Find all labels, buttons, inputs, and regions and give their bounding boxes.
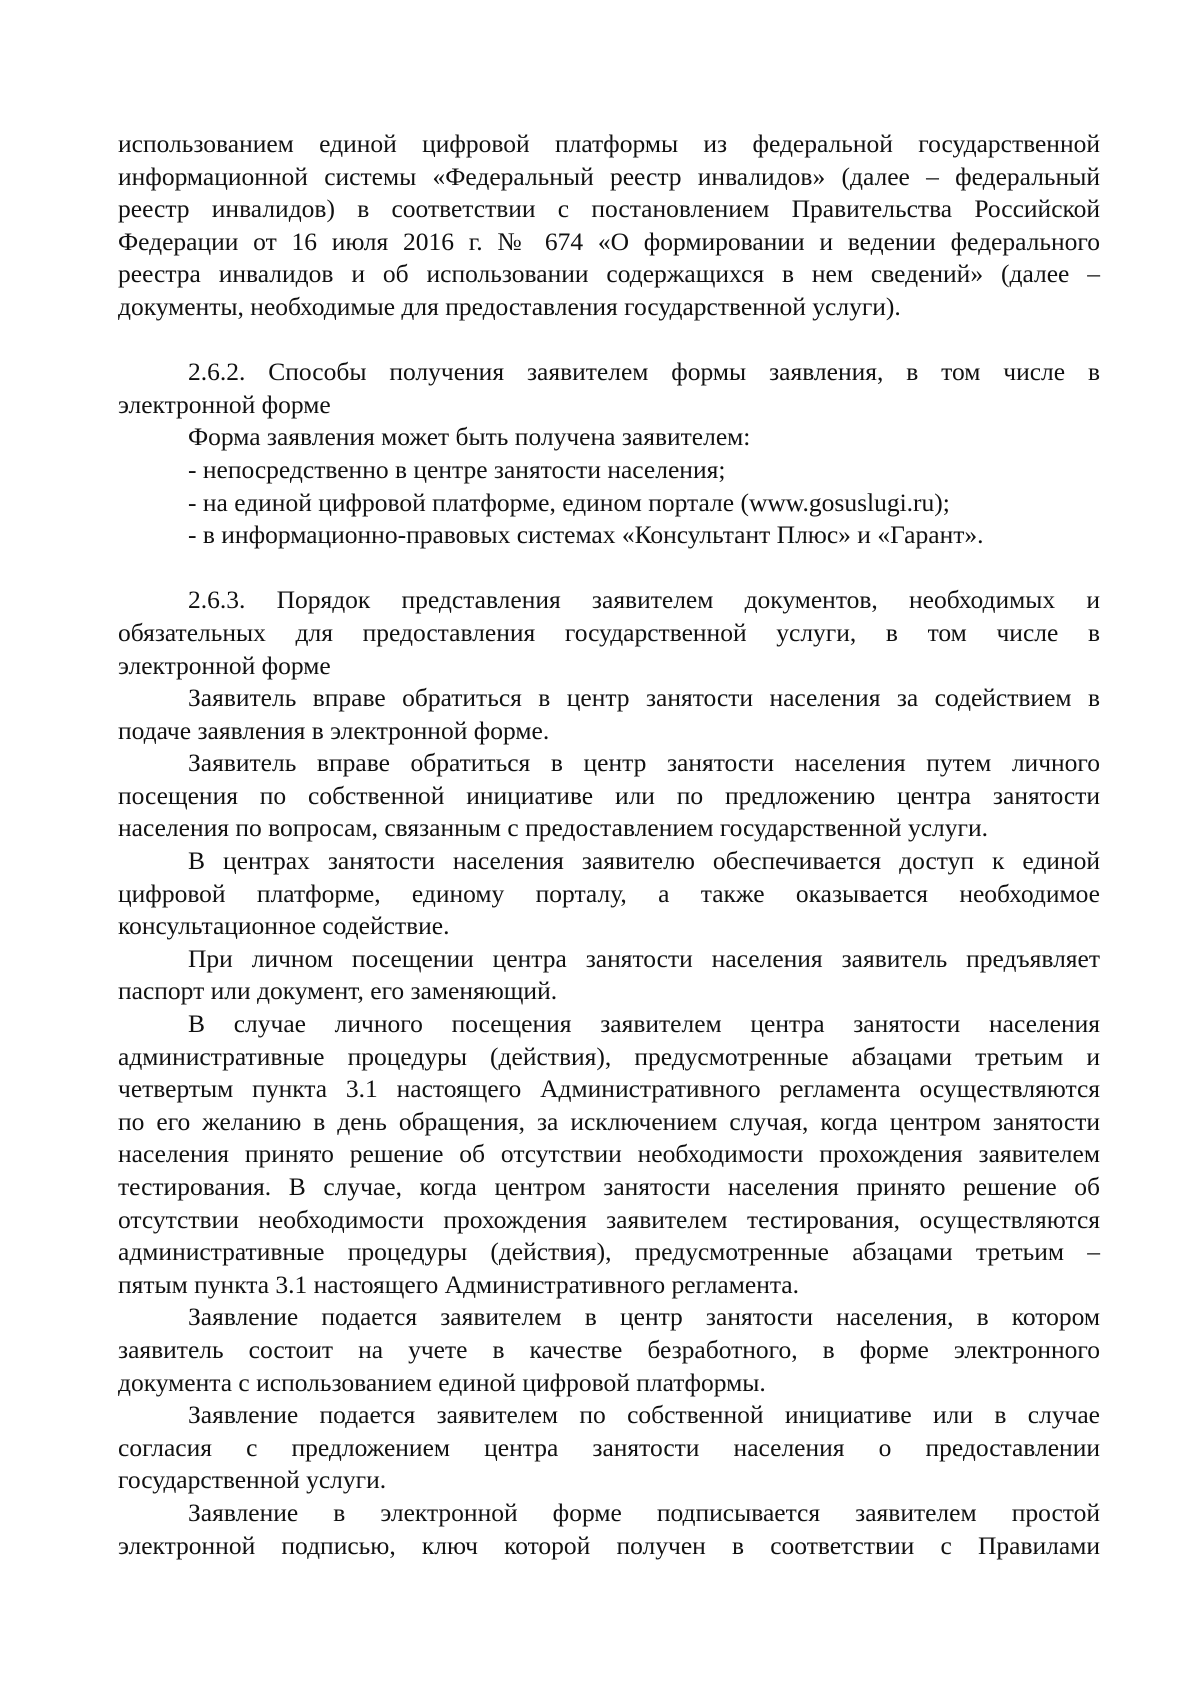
text-line: В случае личного посещения заявителем центра занятости населения [188,1009,1100,1039]
text-line: паспорт или документ, его заменяющий. [118,976,558,1006]
text-line: согласия с предложением центра занятости населения о предоставлении [118,1432,1100,1462]
list-item-line: - непосредственно в центре занятости населения; [188,454,726,484]
text-line: посещения по собственной инициативе или по предложению центра занятости [118,780,1100,810]
text-line: тестирования. В случае, когда центром занятости населения принято решение об [118,1172,1100,1201]
text-line: Заявление подается заявителем в центр занятости населения, в котором [188,1302,1100,1332]
text-line: документы, необходимые для предоставления государственной услуги). [118,291,901,321]
text-line: Заявление подается заявителем по собственной инициативе или в случае [188,1400,1100,1430]
text-line: При личном посещении центра занятости населения заявитель предъявляет [188,943,1100,973]
text-line: государственной услуги. [118,1465,387,1495]
text-line: административные процедуры (действия), предусмотренные абзацами третьим и [118,1041,1100,1071]
text-line: административные процедуры (действия), предусмотренные абзацами третьим – [118,1237,1100,1267]
text-line: цифровой платформе, единому порталу, а также оказывается необходимое [118,878,1100,908]
text-line: реестра инвалидов и об использовании содержащихся в нем сведений» (далее – [118,259,1100,289]
section-heading-line: обязательных для предоставления государственной услуги, в том числе в [118,617,1100,647]
section-heading-line: электронной форме [118,389,331,419]
list-item-line: - на единой цифровой платформе, едином портале (www.gosuslugi.ru); [188,487,950,517]
text-line: Заявитель вправе обратиться в центр занятости населения за содействием в [188,683,1100,713]
text-line: консультационное содействие. [118,911,450,941]
text-line: документа с использованием единой цифровой платформы. [118,1367,766,1397]
section-heading-line: 2.6.3. Порядок представления заявителем документов, необходимых и [188,585,1100,615]
text-line: подаче заявления в электронной форме. [118,715,550,745]
text-line: пятым пункта 3.1 настоящего Административного регламента. [118,1269,799,1299]
text-line: населения принято решение об отсутствии необходимости прохождения заявителем [118,1139,1100,1169]
text-line: Заявление в электронной форме подписывается заявителем простой [188,1497,1100,1527]
paragraph-gap [118,324,1100,357]
text-line: населения по вопросам, связанным с предоставлением государственной услуги. [118,813,988,843]
text-line: Форма заявления может быть получена заявителем: [188,422,751,452]
text-line: Заявитель вправе обратиться в центр занятости населения путем личного [188,748,1100,778]
text-line: заявитель состоит на учете в качестве безработного, в форме электронного [118,1334,1100,1364]
text-line: информационной системы «Федеральный реестр инвалидов» (далее – федеральный [118,161,1100,191]
text-line: использованием единой цифровой платформы из федеральной государственной [118,129,1100,158]
text-line: по его желанию в день обращения, за исключением случая, когда центром занятости [118,1106,1100,1136]
list-item-line: - в информационно-правовых системах «Консультант Плюс» и «Гарант». [188,520,984,550]
section-heading-line: электронной форме [118,650,331,680]
text-line: электронной подписью, ключ которой получен в соответствии с Правилами [118,1530,1100,1560]
paragraph-gap [118,552,1100,585]
text-line: реестр инвалидов) в соответствии с постановлением Правительства Российской [118,194,1100,224]
text-line: В центрах занятости населения заявителю обеспечивается доступ к единой [188,846,1100,876]
section-heading-line: 2.6.2. Способы получения заявителем формы заявления, в том числе в [188,357,1100,387]
text-line: Федерации от 16 июля 2016 г. № 674 «О формировании и ведении федерального [118,226,1100,256]
document-body [118,128,1100,1562]
text-line: отсутствии необходимости прохождения заявителем тестирования, осуществляются [118,1204,1100,1234]
text-line: четвертым пункта 3.1 настоящего Административного регламента осуществляются [118,1074,1100,1104]
